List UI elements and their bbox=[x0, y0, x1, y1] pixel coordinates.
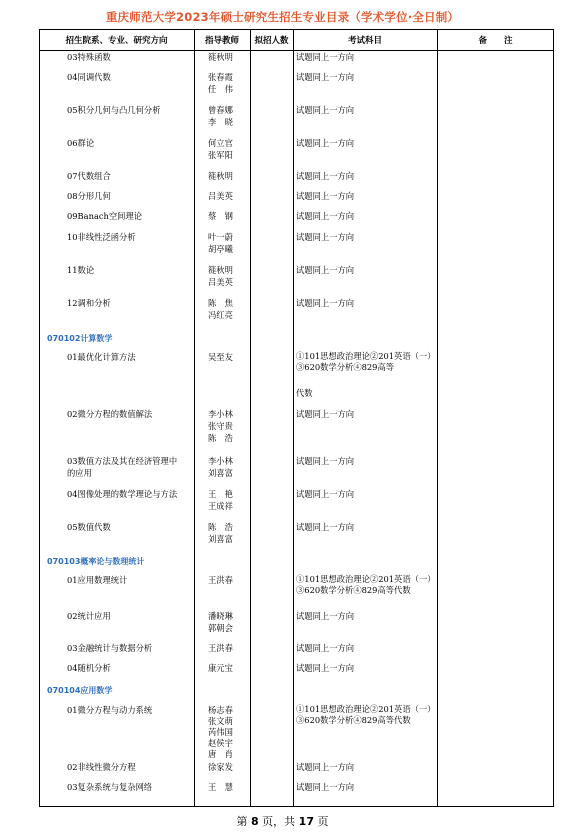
column-header-quota: 拟招人数 bbox=[254, 36, 289, 46]
exam-subjects: ①101思想政治理论②201英语（一）③620数学分析④829高等代数 bbox=[296, 574, 436, 595]
column-header-exam: 考试科目 bbox=[347, 36, 382, 46]
column-divider bbox=[437, 29, 438, 807]
exam-subjects: 试题同上一方向 bbox=[296, 456, 355, 466]
exam-subjects: 试题同上一方向 bbox=[296, 782, 355, 792]
column-divider bbox=[194, 29, 195, 807]
exam-subjects: 试题同上一方向 bbox=[296, 489, 355, 499]
exam-subjects: 试题同上一方向 bbox=[296, 409, 355, 419]
advisor-name: 刘喜富 bbox=[208, 468, 233, 478]
exam-subjects: 试题同上一方向 bbox=[296, 72, 355, 82]
advisor-name: 赵侯宇 bbox=[208, 738, 233, 748]
research-direction: 03数值方法及其在经济管理中 bbox=[67, 456, 178, 466]
column-divider bbox=[250, 29, 251, 807]
advisor-name: 陈 浩 bbox=[208, 433, 233, 443]
research-direction: 03复杂系统与复杂网络 bbox=[67, 782, 153, 792]
advisor-name: 芮伟国 bbox=[208, 727, 233, 737]
page-number: 8 bbox=[251, 815, 259, 828]
advisor-name: 杨志春 bbox=[208, 705, 233, 715]
advisor-name: 吕美英 bbox=[208, 277, 233, 287]
exam-subjects: ①101思想政治理论②201英语（一）③620数学分析④829高等 bbox=[296, 351, 436, 372]
advisor-name: 簁秋明 bbox=[208, 171, 233, 181]
advisor-name: 何立官 bbox=[208, 138, 233, 148]
advisor-name: 张守贵 bbox=[208, 421, 233, 431]
research-direction-continued: 的应用 bbox=[67, 468, 92, 478]
advisor-name: 曾春娜 bbox=[208, 105, 233, 115]
advisor-name: 王 慧 bbox=[208, 782, 233, 792]
advisor-name: 吕美英 bbox=[208, 191, 233, 201]
major-category: 070102计算数学 bbox=[47, 334, 113, 343]
advisor-name: 张军阳 bbox=[208, 150, 233, 160]
research-direction: 01微分方程与动力系统 bbox=[67, 705, 153, 715]
research-direction: 09Banach空间理论 bbox=[67, 211, 143, 221]
research-direction: 02非线性微分方程 bbox=[67, 762, 136, 772]
column-header-advisor: 指导教师 bbox=[204, 36, 239, 46]
column-header-note: 备 注 bbox=[478, 36, 513, 46]
advisor-name: 唐 肖 bbox=[208, 749, 233, 759]
advisor-name: 蔡 钢 bbox=[208, 211, 233, 221]
research-direction: 01应用数理统计 bbox=[67, 575, 128, 585]
advisor-name: 康元宝 bbox=[208, 663, 233, 673]
research-direction: 02微分方程的数值解法 bbox=[67, 409, 153, 419]
exam-subjects: 试题同上一方向 bbox=[296, 211, 355, 221]
exam-subjects: 试题同上一方向 bbox=[296, 105, 355, 115]
header-divider bbox=[39, 50, 554, 51]
advisor-name: 王洪春 bbox=[208, 643, 233, 653]
exam-subjects-continued: 代数 bbox=[296, 388, 313, 398]
exam-subjects: 试题同上一方向 bbox=[296, 232, 355, 242]
research-direction: 04随机分析 bbox=[67, 663, 111, 673]
research-direction: 06群论 bbox=[67, 138, 95, 148]
research-direction: 04图像处理的数学理论与方法 bbox=[67, 489, 178, 499]
advisor-name: 陈 焦 bbox=[208, 298, 233, 308]
advisor-name: 王成祥 bbox=[208, 501, 233, 511]
exam-subjects: 试题同上一方向 bbox=[296, 762, 355, 772]
major-category: 070104应用数学 bbox=[47, 686, 113, 695]
advisor-name: 王 艳 bbox=[208, 489, 233, 499]
advisor-name: 李小林 bbox=[208, 409, 233, 419]
exam-subjects: 试题同上一方向 bbox=[296, 171, 355, 181]
column-header-major: 招生院系、专业、研究方向 bbox=[65, 36, 168, 46]
page-footer bbox=[0, 813, 565, 829]
exam-subjects: 试题同上一方向 bbox=[296, 522, 355, 532]
exam-subjects: 试题同上一方向 bbox=[296, 663, 355, 673]
research-direction: 03特殊函数 bbox=[67, 52, 111, 62]
advisor-name: 徐家发 bbox=[208, 762, 233, 772]
research-direction: 10非线性泛函分析 bbox=[67, 232, 136, 242]
page-title: 重庆师范大学2023年硕士研究生招生专业目录（学术学位·全日制） bbox=[105, 10, 460, 24]
advisor-name: 王洪春 bbox=[208, 575, 233, 585]
research-direction: 04同调代数 bbox=[67, 72, 111, 82]
major-category: 070103概率论与数理统计 bbox=[47, 557, 145, 566]
exam-subjects: 试题同上一方向 bbox=[296, 265, 355, 275]
advisor-name: 刘喜富 bbox=[208, 534, 233, 544]
research-direction: 12调和分析 bbox=[67, 298, 111, 308]
exam-subjects: 试题同上一方向 bbox=[296, 298, 355, 308]
exam-subjects: 试题同上一方向 bbox=[296, 52, 355, 62]
exam-subjects: 试题同上一方向 bbox=[296, 611, 355, 621]
advisor-name: 任 伟 bbox=[208, 84, 233, 94]
advisor-name: 簁秋明 bbox=[208, 265, 233, 275]
advisor-name: 叶一蔚 bbox=[208, 232, 233, 242]
research-direction: 05积分几何与凸几何分析 bbox=[67, 105, 161, 115]
column-divider bbox=[293, 29, 294, 807]
research-direction: 01最优化计算方法 bbox=[67, 352, 136, 362]
advisor-name: 郭朝会 bbox=[208, 623, 233, 633]
advisor-name: 胡亭曦 bbox=[208, 244, 233, 254]
advisor-name: 冯红亮 bbox=[208, 310, 233, 320]
advisor-name: 张文萌 bbox=[208, 716, 233, 726]
research-direction: 02统计应用 bbox=[67, 611, 111, 621]
advisor-name: 簁秋明 bbox=[208, 52, 233, 62]
advisor-name: 李小林 bbox=[208, 456, 233, 466]
advisor-name: 李 晓 bbox=[208, 117, 233, 127]
research-direction: 05数值代数 bbox=[67, 522, 111, 532]
exam-subjects: 试题同上一方向 bbox=[296, 138, 355, 148]
advisor-name: 陈 浩 bbox=[208, 522, 233, 532]
exam-subjects: 试题同上一方向 bbox=[296, 191, 355, 201]
advisor-name: 潘晓琳 bbox=[208, 611, 233, 621]
page-total: 17 bbox=[298, 815, 314, 828]
research-direction: 07代数组合 bbox=[67, 171, 111, 181]
research-direction: 08分形几何 bbox=[67, 191, 111, 201]
research-direction: 03金融统计与数据分析 bbox=[67, 643, 153, 653]
exam-subjects: 试题同上一方向 bbox=[296, 643, 355, 653]
footer-text: 页，共 bbox=[258, 815, 299, 828]
advisor-name: 张春霞 bbox=[208, 72, 233, 82]
footer-text: 页 bbox=[313, 815, 329, 828]
research-direction: 11数论 bbox=[67, 265, 95, 275]
exam-subjects: ①101思想政治理论②201英语（一）③620数学分析④829高等代数 bbox=[296, 704, 436, 725]
footer-text: 第 bbox=[236, 815, 252, 828]
advisor-name: 吴至友 bbox=[208, 352, 233, 362]
